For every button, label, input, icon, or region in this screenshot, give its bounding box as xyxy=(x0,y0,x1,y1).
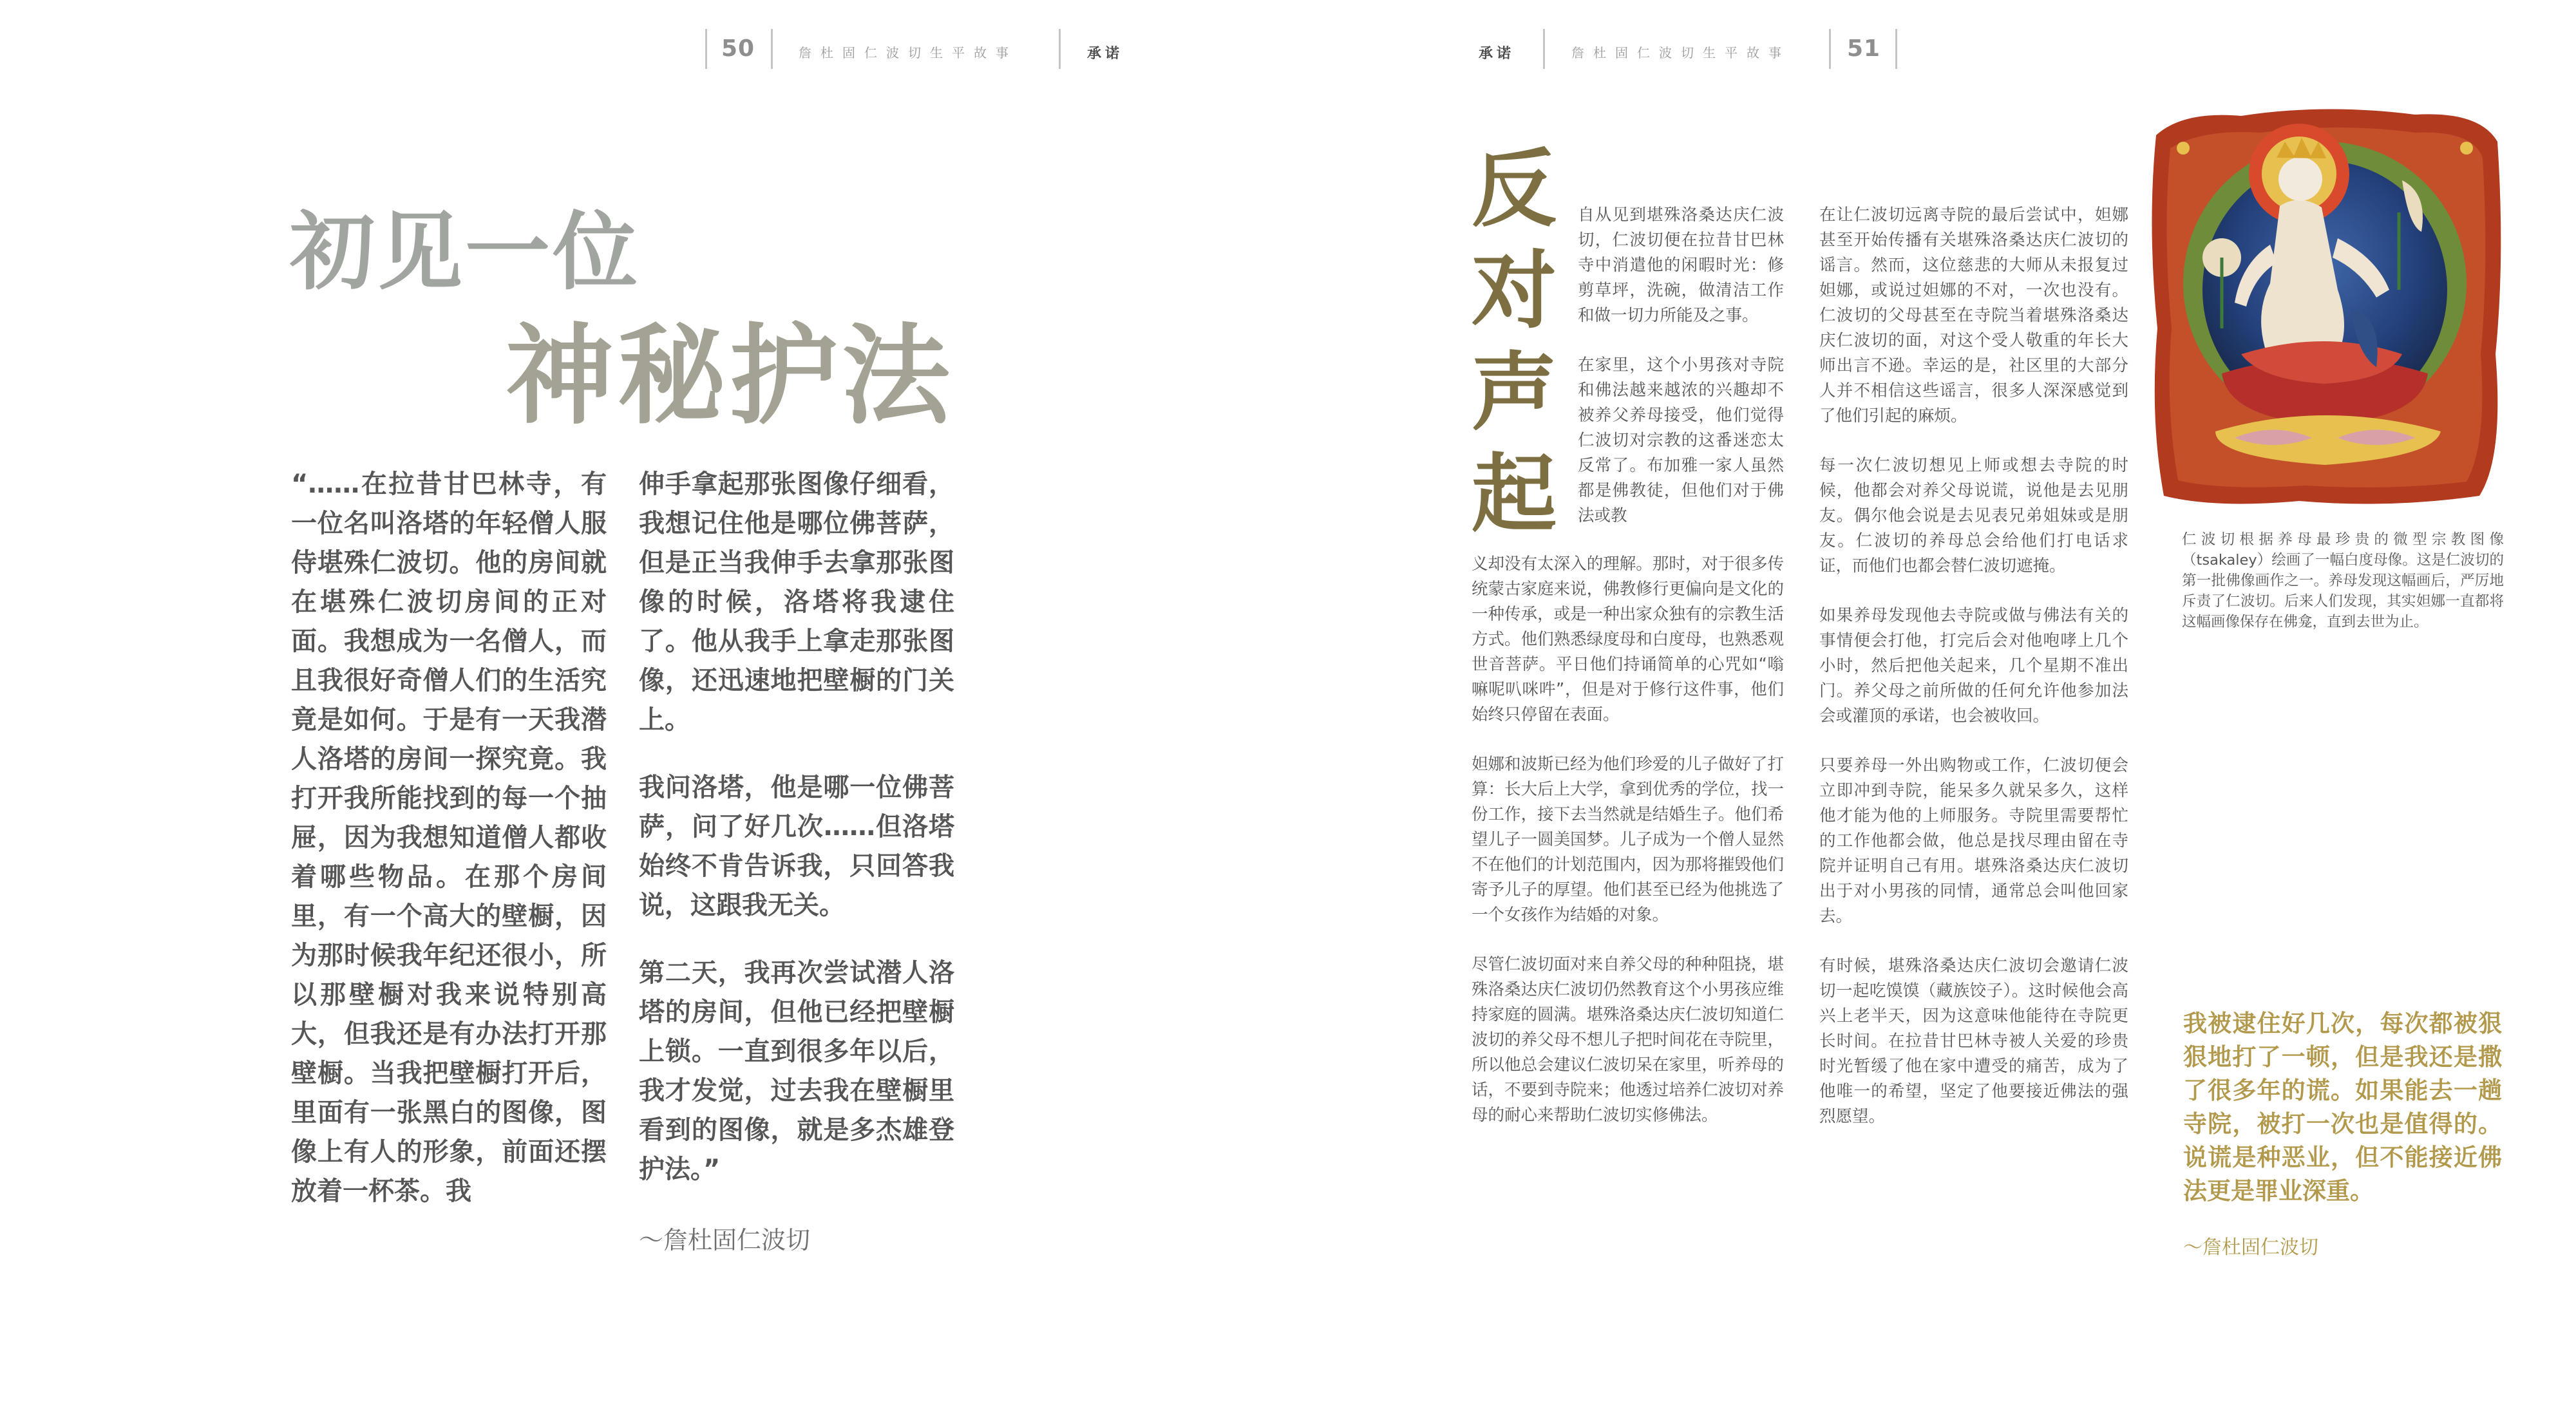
quote-paragraph: 第二天，我再次尝试潜人洛塔的房间，但他已经把壁橱上锁。一直到很多年以后，我才发觉，过去我在壁橱里看到的图像，就是多杰雄登护法。” xyxy=(639,958,954,1184)
body-paragraph: 妲娜和波斯已经为他们珍爱的儿子做好了打算：长大后上大学，拿到优秀的学位，找一份工作，接下去当然就是结婚生子。他们希望儿子一圆美国梦。儿子成为一个僧人显然不在他们的计划范围内，因为那将摧毁他们寄予儿子的厚望。他们甚至已经为他挑选了一个女孩作为结婚的对象。 xyxy=(1472,755,1784,925)
quote-paragraph: 我问洛塔，他是哪一位佛菩萨，问了好几次……但洛塔始终不肯告诉我，只回答我说，这跟我无关。 xyxy=(639,773,954,920)
body-paragraph: 义却没有太深入的理解。那时，对于很多传统蒙古家庭来说，佛教修行更偏向是文化的一种传承，或是一种出家众独有的宗教生活方式。他们熟悉绿度母和白度母，也熟悉观世音菩萨。平日他们持诵简单的心咒如“嗡嘛呢叭咪吽”，但是对于修行这件事，他们始终只停留在表面。 xyxy=(1472,554,1784,724)
title-char: 起 xyxy=(1472,445,1557,544)
section-label-left: 承诺 xyxy=(1087,46,1124,62)
page-title-line2: 神秘护法 xyxy=(506,313,954,439)
header-divider xyxy=(1829,29,1831,69)
body-paragraph: 如果养母发现他去寺院或做与佛法有关的事情便会打他，打完后会对他咆哮上几个小时，然后把他关起来，几个星期不准出门。养父母之前所做的任何允许他参加法会或灌顶的承诺，也会被收回。 xyxy=(1819,606,2128,726)
body-paragraph: 有时候，堪殊洛桑达庆仁波切会邀请仁波切一起吃馍馍（藏族饺子）。这时候他会高兴上老半天，因为这意味他能待在寺院更长时间。在拉昔甘巴林寺被人关爱的珍贵时光暂缓了他在家中遭受的痛苦，成为了他唯一的希望，坚定了他要接近佛法的强烈愿望。 xyxy=(1819,956,2128,1126)
vertical-title xyxy=(1472,138,1557,545)
body-paragraph: 只要养母一外出购物或工作，仁波切便会立即冲到寺院，能呆多久就呆多久，这样他才能为他的上师服务。寺院里需要帮忙的工作他都会做，他总是找尽理由留在寺院并证明自己有用。堪殊洛桑达庆仁波切出于对小男孩的同情，通常总会叫他回家去。 xyxy=(1819,756,2128,926)
header-divider xyxy=(1543,29,1545,69)
body-paragraph: 在让仁波切远离寺院的最后尝试中，妲娜甚至开始传播有关堪殊洛桑达庆仁波切的谣言。然而，这位慈悲的大师从未报复过妲娜，或说过妲娜的不对，一次也没有。仁波切的父母甚至在寺院当着堪殊洛桑达庆仁波切的面，对这个受人敬重的年长大师出言不逊。幸运的是，社区里的大部分人并不相信这些谣言，很多人深深感觉到了他们引起的麻烦。 xyxy=(1819,205,2128,426)
header-divider xyxy=(771,29,773,69)
quote-column-2 xyxy=(639,465,954,1218)
quote-column-1 xyxy=(291,465,607,1240)
quote-attribution: ～詹杜固仁波切 xyxy=(639,1226,811,1254)
body-paragraph: 自从见到堪殊洛桑达庆仁波切，仁波切便在拉昔甘巴林寺中消遣他的闲暇时光：修剪草坪，洗碗，做清洁工作和做一切力所能及之事。 xyxy=(1578,205,1784,325)
body-column-1-upper xyxy=(1578,203,1784,529)
series-title-left: 詹杜固仁波切生平故事 xyxy=(799,45,1018,61)
quote-paragraph: “……在拉昔甘巴林寺，有一位名叫洛塔的年轻僧人服侍堪殊仁波切。他的房间就在堪殊仁波切房间的正对面。我想成为一名僧人，而且我很好奇僧人们的生活究竟是如何。于是有一天我潜人洛塔的房间一探究竟。我打开我所能找到的每一个抽屉，因为我想知道僧人都收着哪些物品。在那个房间里，有一个高大的壁橱，因为那时候我年纪还很小，所以那壁橱对我来说特别高大，但我还是有办法打开那壁橱。当我把壁橱打开后，里面有一张黑白的图像，图像上有人的形象，前面还摆放着一杯茶。我 xyxy=(291,469,607,1206)
quote-paragraph: 伸手拿起那张图像仔细看，我想记住他是哪位佛菩萨，但是正当我伸手去拿那张图像的时候，洛塔将我逮住了。他从我手上拿走那张图像，还迅速地把壁橱的门关上。 xyxy=(639,469,954,735)
body-column-2 xyxy=(1819,203,2128,1154)
body-paragraph: 尽管仁波切面对来自养父母的种种阻挠，堪殊洛桑达庆仁波切仍然教育这个小男孩应维持家庭的圆满。堪殊洛桑达庆仁波切知道仁波切的养父母不想儿子把时间花在寺院里，所以他总会建议仁波切呆在家里，听养母的话，不要到寺院来；他透过培养仁波切对养母的耐心来帮助仁波切实修佛法。 xyxy=(1472,955,1784,1125)
section-label-right: 承诺 xyxy=(1479,46,1515,62)
body-column-1-lower xyxy=(1472,552,1784,1153)
page-number-left: 50 xyxy=(721,35,755,62)
page-title-line1: 初见一位 xyxy=(290,203,640,302)
pull-quote-attribution: ～詹杜固仁波切 xyxy=(2183,1236,2318,1259)
header-divider xyxy=(705,29,707,69)
white-tara-painting xyxy=(2145,97,2505,509)
title-char: 声 xyxy=(1472,343,1557,442)
title-char: 对 xyxy=(1472,241,1557,341)
series-title-right: 詹杜固仁波切生平故事 xyxy=(1571,45,1790,61)
title-char: 反 xyxy=(1472,140,1557,239)
header-divider xyxy=(1059,29,1061,69)
body-paragraph: 每一次仁波切想见上师或想去寺院的时候，他都会对养父母说谎，说他是去见朋友。偶尔他会说是去见表兄弟姐妹或是朋友。仁波切的养母总会给他们打电话求证，而他们也都会替仁波切遮掩。 xyxy=(1819,456,2128,576)
image-caption: 仁波切根据养母最珍贵的微型宗教图像（tsakaley）绘画了一幅白度母像。这是仁波切的第一批佛像画作之一。养母发现这幅画后，严厉地斥责了仁波切。后来人们发现，其实妲娜一直都将这幅画像保存在佛龛，直到去世为止。 xyxy=(2182,531,2504,630)
header-divider xyxy=(1895,29,1897,69)
page-number-right: 51 xyxy=(1847,35,1881,62)
pull-quote: 我被逮住好几次，每次都被狠狠地打了一顿，但是我还是撒了很多年的谎。如果能去一趟寺院，被打一次也是值得的。说谎是种恶业，但不能接近佛法更是罪业深重。 xyxy=(2183,1010,2502,1205)
body-paragraph: 在家里，这个小男孩对寺院和佛法越来越浓的兴趣却不被养父养母接受，他们觉得仁波切对宗教的这番迷恋太反常了。布加雅一家人虽然都是佛教徒，但他们对于佛法或教 xyxy=(1578,355,1784,525)
